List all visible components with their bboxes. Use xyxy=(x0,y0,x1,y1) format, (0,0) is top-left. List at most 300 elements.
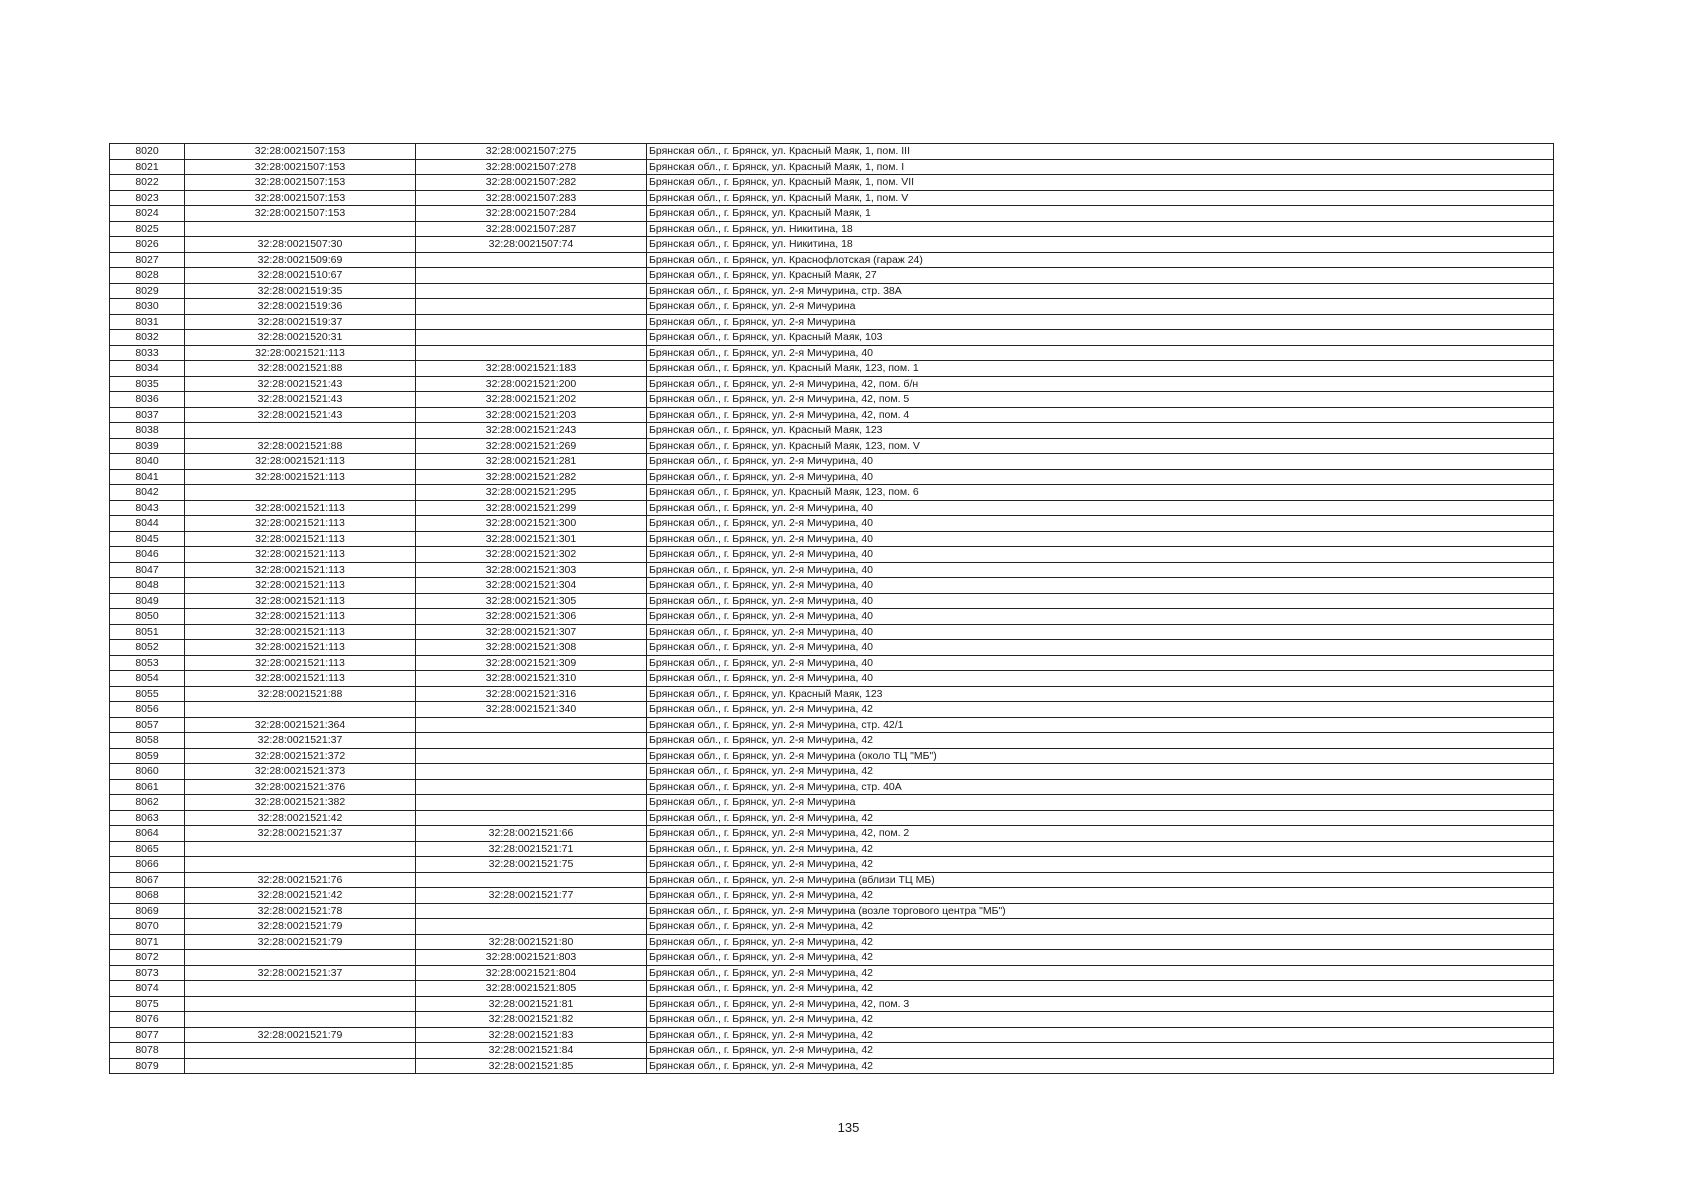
table-row xyxy=(110,578,1554,594)
parcel-cadastral-cell: 32:28:0021521:43 xyxy=(185,407,416,423)
row-number-cell: 8050 xyxy=(110,609,185,625)
object-cadastral-cell: 32:28:0021521:84 xyxy=(416,1043,647,1059)
row-number-cell: 8063 xyxy=(110,810,185,826)
table-row xyxy=(110,252,1554,268)
parcel-cadastral-cell xyxy=(185,1043,416,1059)
parcel-cadastral-cell: 32:28:0021521:37 xyxy=(185,965,416,981)
address-cell: Брянская обл., г. Брянск, ул. 2-я Мичурина, стр. 42/1 xyxy=(647,717,1554,733)
address-cell: Брянская обл., г. Брянск, ул. 2-я Мичурина, 42 xyxy=(647,810,1554,826)
address-cell: Брянская обл., г. Брянск, ул. 2-я Мичурина, 42 xyxy=(647,1058,1554,1074)
parcel-cadastral-cell: 32:28:0021519:37 xyxy=(185,314,416,330)
address-cell: Брянская обл., г. Брянск, ул. Красный Маяк, 1 xyxy=(647,206,1554,222)
row-number-cell: 8062 xyxy=(110,795,185,811)
address-cell: Брянская обл., г. Брянск, ул. 2-я Мичурина, 42 xyxy=(647,888,1554,904)
parcel-cadastral-cell: 32:28:0021507:153 xyxy=(185,190,416,206)
parcel-cadastral-cell: 32:28:0021521:78 xyxy=(185,903,416,919)
row-number-cell: 8033 xyxy=(110,345,185,361)
table-row xyxy=(110,655,1554,671)
row-number-cell: 8071 xyxy=(110,934,185,950)
parcel-cadastral-cell: 32:28:0021521:113 xyxy=(185,454,416,470)
table-row xyxy=(110,640,1554,656)
object-cadastral-cell: 32:28:0021521:316 xyxy=(416,686,647,702)
parcel-cadastral-cell: 32:28:0021521:88 xyxy=(185,438,416,454)
table-row xyxy=(110,593,1554,609)
object-cadastral-cell xyxy=(416,314,647,330)
parcel-cadastral-cell: 32:28:0021521:373 xyxy=(185,764,416,780)
address-cell: Брянская обл., г. Брянск, ул. Красный Маяк, 103 xyxy=(647,330,1554,346)
address-cell: Брянская обл., г. Брянск, ул. Красный Маяк, 27 xyxy=(647,268,1554,284)
parcel-cadastral-cell: 32:28:0021521:113 xyxy=(185,640,416,656)
row-number-cell: 8020 xyxy=(110,144,185,160)
table-row xyxy=(110,795,1554,811)
table-row xyxy=(110,779,1554,795)
table-row xyxy=(110,624,1554,640)
object-cadastral-cell: 32:28:0021521:71 xyxy=(416,841,647,857)
row-number-cell: 8028 xyxy=(110,268,185,284)
parcel-cadastral-cell xyxy=(185,1012,416,1028)
address-cell: Брянская обл., г. Брянск, ул. 2-я Мичурина, 40 xyxy=(647,516,1554,532)
object-cadastral-cell: 32:28:0021521:243 xyxy=(416,423,647,439)
table-row xyxy=(110,903,1554,919)
object-cadastral-cell: 32:28:0021521:310 xyxy=(416,671,647,687)
parcel-cadastral-cell xyxy=(185,1058,416,1074)
object-cadastral-cell: 32:28:0021507:284 xyxy=(416,206,647,222)
parcel-cadastral-cell: 32:28:0021519:36 xyxy=(185,299,416,315)
parcel-cadastral-cell: 32:28:0021521:79 xyxy=(185,919,416,935)
object-cadastral-cell xyxy=(416,283,647,299)
address-cell: Брянская обл., г. Брянск, ул. 2-я Мичурина, 40 xyxy=(647,593,1554,609)
parcel-cadastral-cell: 32:28:0021521:37 xyxy=(185,826,416,842)
object-cadastral-cell: 32:28:0021507:275 xyxy=(416,144,647,160)
address-cell: Брянская обл., г. Брянск, ул. Красный Маяк, 1, пом. V xyxy=(647,190,1554,206)
row-number-cell: 8058 xyxy=(110,733,185,749)
row-number-cell: 8027 xyxy=(110,252,185,268)
object-cadastral-cell: 32:28:0021507:74 xyxy=(416,237,647,253)
address-cell: Брянская обл., г. Брянск, ул. 2-я Мичурина, 42, пом. 5 xyxy=(647,392,1554,408)
table-row xyxy=(110,950,1554,966)
address-cell: Брянская обл., г. Брянск, ул. 2-я Мичурина, стр. 40А xyxy=(647,779,1554,795)
table-row xyxy=(110,485,1554,501)
parcel-cadastral-cell: 32:28:0021510:67 xyxy=(185,268,416,284)
object-cadastral-cell xyxy=(416,748,647,764)
row-number-cell: 8054 xyxy=(110,671,185,687)
parcel-cadastral-cell: 32:28:0021521:376 xyxy=(185,779,416,795)
address-cell: Брянская обл., г. Брянск, ул. 2-я Мичурина, 40 xyxy=(647,671,1554,687)
row-number-cell: 8052 xyxy=(110,640,185,656)
row-number-cell: 8067 xyxy=(110,872,185,888)
object-cadastral-cell: 32:28:0021521:309 xyxy=(416,655,647,671)
object-cadastral-cell: 32:28:0021521:805 xyxy=(416,981,647,997)
row-number-cell: 8078 xyxy=(110,1043,185,1059)
table-row xyxy=(110,345,1554,361)
parcel-cadastral-cell: 32:28:0021521:113 xyxy=(185,516,416,532)
address-cell: Брянская обл., г. Брянск, ул. Никитина, 18 xyxy=(647,221,1554,237)
table-row xyxy=(110,547,1554,563)
parcel-cadastral-cell: 32:28:0021521:42 xyxy=(185,810,416,826)
address-cell: Брянская обл., г. Брянск, ул. 2-я Мичурина, 42 xyxy=(647,919,1554,935)
address-cell: Брянская обл., г. Брянск, ул. 2-я Мичурина, 40 xyxy=(647,531,1554,547)
address-cell: Брянская обл., г. Брянск, ул. Никитина, 18 xyxy=(647,237,1554,253)
address-cell: Брянская обл., г. Брянск, ул. 2-я Мичурина, 42 xyxy=(647,934,1554,950)
table-row xyxy=(110,531,1554,547)
object-cadastral-cell: 32:28:0021521:203 xyxy=(416,407,647,423)
address-cell: Брянская обл., г. Брянск, ул. Красный Маяк, 123, пом. V xyxy=(647,438,1554,454)
row-number-cell: 8039 xyxy=(110,438,185,454)
object-cadastral-cell xyxy=(416,733,647,749)
row-number-cell: 8073 xyxy=(110,965,185,981)
object-cadastral-cell xyxy=(416,345,647,361)
row-number-cell: 8075 xyxy=(110,996,185,1012)
address-cell: Брянская обл., г. Брянск, ул. 2-я Мичурина (вблизи ТЦ МБ) xyxy=(647,872,1554,888)
object-cadastral-cell: 32:28:0021507:287 xyxy=(416,221,647,237)
object-cadastral-cell: 32:28:0021521:200 xyxy=(416,376,647,392)
parcel-cadastral-cell: 32:28:0021509:69 xyxy=(185,252,416,268)
address-cell: Брянская обл., г. Брянск, ул. 2-я Мичурина, 42 xyxy=(647,981,1554,997)
table-row xyxy=(110,872,1554,888)
row-number-cell: 8066 xyxy=(110,857,185,873)
address-cell: Брянская обл., г. Брянск, ул. 2-я Мичурина, 42, пом. б/н xyxy=(647,376,1554,392)
address-cell: Брянская обл., г. Брянск, ул. 2-я Мичурина, 40 xyxy=(647,345,1554,361)
row-number-cell: 8047 xyxy=(110,562,185,578)
row-number-cell: 8031 xyxy=(110,314,185,330)
row-number-cell: 8079 xyxy=(110,1058,185,1074)
parcel-cadastral-cell: 32:28:0021521:88 xyxy=(185,361,416,377)
object-cadastral-cell: 32:28:0021521:307 xyxy=(416,624,647,640)
row-number-cell: 8074 xyxy=(110,981,185,997)
records-table-body xyxy=(110,144,1554,1074)
address-cell: Брянская обл., г. Брянск, ул. 2-я Мичурина, стр. 38А xyxy=(647,283,1554,299)
parcel-cadastral-cell: 32:28:0021521:113 xyxy=(185,500,416,516)
parcel-cadastral-cell: 32:28:0021521:113 xyxy=(185,655,416,671)
row-number-cell: 8060 xyxy=(110,764,185,780)
parcel-cadastral-cell: 32:28:0021521:113 xyxy=(185,624,416,640)
parcel-cadastral-cell: 32:28:0021507:153 xyxy=(185,159,416,175)
table-row xyxy=(110,717,1554,733)
table-row xyxy=(110,438,1554,454)
address-cell: Брянская обл., г. Брянск, ул. 2-я Мичурина, 40 xyxy=(647,469,1554,485)
row-number-cell: 8049 xyxy=(110,593,185,609)
address-cell: Брянская обл., г. Брянск, ул. 2-я Мичурина, 40 xyxy=(647,655,1554,671)
object-cadastral-cell xyxy=(416,903,647,919)
table-row xyxy=(110,981,1554,997)
address-cell: Брянская обл., г. Брянск, ул. 2-я Мичурина xyxy=(647,314,1554,330)
object-cadastral-cell: 32:28:0021521:75 xyxy=(416,857,647,873)
row-number-cell: 8035 xyxy=(110,376,185,392)
address-cell: Брянская обл., г. Брянск, ул. 2-я Мичурина, 42 xyxy=(647,733,1554,749)
address-cell: Брянская обл., г. Брянск, ул. 2-я Мичурина, 42 xyxy=(647,1027,1554,1043)
row-number-cell: 8046 xyxy=(110,547,185,563)
table-row xyxy=(110,407,1554,423)
parcel-cadastral-cell: 32:28:0021521:113 xyxy=(185,562,416,578)
object-cadastral-cell: 32:28:0021507:278 xyxy=(416,159,647,175)
address-cell: Брянская обл., г. Брянск, ул. 2-я Мичурина (возле торгового центра "МБ") xyxy=(647,903,1554,919)
table-row xyxy=(110,237,1554,253)
table-row xyxy=(110,965,1554,981)
object-cadastral-cell: 32:28:0021507:283 xyxy=(416,190,647,206)
parcel-cadastral-cell xyxy=(185,857,416,873)
object-cadastral-cell: 32:28:0021521:295 xyxy=(416,485,647,501)
address-cell: Брянская обл., г. Брянск, ул. 2-я Мичурина, 40 xyxy=(647,640,1554,656)
parcel-cadastral-cell: 32:28:0021507:153 xyxy=(185,144,416,160)
object-cadastral-cell: 32:28:0021521:303 xyxy=(416,562,647,578)
table-row xyxy=(110,764,1554,780)
row-number-cell: 8045 xyxy=(110,531,185,547)
table-row xyxy=(110,748,1554,764)
row-number-cell: 8025 xyxy=(110,221,185,237)
address-cell: Брянская обл., г. Брянск, ул. Красный Маяк, 123 xyxy=(647,423,1554,439)
table-row xyxy=(110,934,1554,950)
object-cadastral-cell xyxy=(416,330,647,346)
parcel-cadastral-cell: 32:28:0021507:30 xyxy=(185,237,416,253)
address-cell: Брянская обл., г. Брянск, ул. 2-я Мичурина xyxy=(647,299,1554,315)
parcel-cadastral-cell xyxy=(185,996,416,1012)
address-cell: Брянская обл., г. Брянск, ул. Красный Маяк, 1, пом. VII xyxy=(647,175,1554,191)
address-cell: Брянская обл., г. Брянск, ул. 2-я Мичурина, 42, пом. 4 xyxy=(647,407,1554,423)
table-row xyxy=(110,361,1554,377)
table-row xyxy=(110,206,1554,222)
parcel-cadastral-cell: 32:28:0021521:113 xyxy=(185,609,416,625)
object-cadastral-cell xyxy=(416,268,647,284)
parcel-cadastral-cell: 32:28:0021507:153 xyxy=(185,175,416,191)
table-row xyxy=(110,376,1554,392)
object-cadastral-cell: 32:28:0021521:183 xyxy=(416,361,647,377)
object-cadastral-cell: 32:28:0021521:302 xyxy=(416,547,647,563)
table-row xyxy=(110,1058,1554,1074)
records-table xyxy=(109,143,1554,1074)
row-number-cell: 8036 xyxy=(110,392,185,408)
address-cell: Брянская обл., г. Брянск, ул. Красный Маяк, 1, пом. I xyxy=(647,159,1554,175)
row-number-cell: 8053 xyxy=(110,655,185,671)
row-number-cell: 8022 xyxy=(110,175,185,191)
address-cell: Брянская обл., г. Брянск, ул. 2-я Мичурина, 42 xyxy=(647,1012,1554,1028)
parcel-cadastral-cell xyxy=(185,841,416,857)
address-cell: Брянская обл., г. Брянск, ул. 2-я Мичурина, 40 xyxy=(647,454,1554,470)
parcel-cadastral-cell: 32:28:0021521:42 xyxy=(185,888,416,904)
table-row xyxy=(110,810,1554,826)
row-number-cell: 8037 xyxy=(110,407,185,423)
table-row xyxy=(110,733,1554,749)
address-cell: Брянская обл., г. Брянск, ул. 2-я Мичурина, 42 xyxy=(647,841,1554,857)
parcel-cadastral-cell xyxy=(185,702,416,718)
table-row xyxy=(110,144,1554,160)
row-number-cell: 8021 xyxy=(110,159,185,175)
table-row xyxy=(110,919,1554,935)
table-row xyxy=(110,159,1554,175)
parcel-cadastral-cell: 32:28:0021521:113 xyxy=(185,578,416,594)
row-number-cell: 8065 xyxy=(110,841,185,857)
row-number-cell: 8038 xyxy=(110,423,185,439)
parcel-cadastral-cell: 32:28:0021521:113 xyxy=(185,469,416,485)
object-cadastral-cell: 32:28:0021521:81 xyxy=(416,996,647,1012)
table-row xyxy=(110,562,1554,578)
parcel-cadastral-cell: 32:28:0021521:113 xyxy=(185,531,416,547)
address-cell: Брянская обл., г. Брянск, ул. 2-я Мичурина, 40 xyxy=(647,547,1554,563)
object-cadastral-cell xyxy=(416,779,647,795)
row-number-cell: 8041 xyxy=(110,469,185,485)
address-cell: Брянская обл., г. Брянск, ул. 2-я Мичурина, 42, пом. 3 xyxy=(647,996,1554,1012)
parcel-cadastral-cell xyxy=(185,950,416,966)
parcel-cadastral-cell: 32:28:0021521:88 xyxy=(185,686,416,702)
object-cadastral-cell xyxy=(416,764,647,780)
address-cell: Брянская обл., г. Брянск, ул. Красный Маяк, 123, пом. 6 xyxy=(647,485,1554,501)
parcel-cadastral-cell: 32:28:0021521:382 xyxy=(185,795,416,811)
row-number-cell: 8076 xyxy=(110,1012,185,1028)
object-cadastral-cell: 32:28:0021521:304 xyxy=(416,578,647,594)
row-number-cell: 8044 xyxy=(110,516,185,532)
parcel-cadastral-cell xyxy=(185,485,416,501)
row-number-cell: 8061 xyxy=(110,779,185,795)
object-cadastral-cell: 32:28:0021521:308 xyxy=(416,640,647,656)
object-cadastral-cell: 32:28:0021521:804 xyxy=(416,965,647,981)
address-cell: Брянская обл., г. Брянск, ул. Красный Маяк, 1, пом. III xyxy=(647,144,1554,160)
object-cadastral-cell: 32:28:0021521:80 xyxy=(416,934,647,950)
table-row xyxy=(110,857,1554,873)
object-cadastral-cell xyxy=(416,299,647,315)
table-row xyxy=(110,469,1554,485)
object-cadastral-cell: 32:28:0021521:82 xyxy=(416,1012,647,1028)
object-cadastral-cell xyxy=(416,919,647,935)
row-number-cell: 8072 xyxy=(110,950,185,966)
row-number-cell: 8069 xyxy=(110,903,185,919)
parcel-cadastral-cell: 32:28:0021521:113 xyxy=(185,593,416,609)
object-cadastral-cell: 32:28:0021521:306 xyxy=(416,609,647,625)
table-row xyxy=(110,268,1554,284)
address-cell: Брянская обл., г. Брянск, ул. Краснофлотская (гараж 24) xyxy=(647,252,1554,268)
parcel-cadastral-cell: 32:28:0021521:79 xyxy=(185,1027,416,1043)
object-cadastral-cell: 32:28:0021521:299 xyxy=(416,500,647,516)
row-number-cell: 8059 xyxy=(110,748,185,764)
parcel-cadastral-cell: 32:28:0021521:76 xyxy=(185,872,416,888)
object-cadastral-cell: 32:28:0021521:77 xyxy=(416,888,647,904)
row-number-cell: 8034 xyxy=(110,361,185,377)
parcel-cadastral-cell xyxy=(185,981,416,997)
table-row xyxy=(110,686,1554,702)
address-cell: Брянская обл., г. Брянск, ул. 2-я Мичурина, 40 xyxy=(647,562,1554,578)
parcel-cadastral-cell: 32:28:0021521:364 xyxy=(185,717,416,733)
parcel-cadastral-cell xyxy=(185,221,416,237)
row-number-cell: 8070 xyxy=(110,919,185,935)
address-cell: Брянская обл., г. Брянск, ул. 2-я Мичурина xyxy=(647,795,1554,811)
table-row xyxy=(110,516,1554,532)
row-number-cell: 8064 xyxy=(110,826,185,842)
parcel-cadastral-cell: 32:28:0021521:37 xyxy=(185,733,416,749)
table-row xyxy=(110,190,1554,206)
object-cadastral-cell: 32:28:0021521:83 xyxy=(416,1027,647,1043)
row-number-cell: 8026 xyxy=(110,237,185,253)
address-cell: Брянская обл., г. Брянск, ул. 2-я Мичурина, 40 xyxy=(647,609,1554,625)
parcel-cadastral-cell: 32:28:0021507:153 xyxy=(185,206,416,222)
parcel-cadastral-cell: 32:28:0021521:113 xyxy=(185,345,416,361)
object-cadastral-cell: 32:28:0021521:803 xyxy=(416,950,647,966)
parcel-cadastral-cell: 32:28:0021520:31 xyxy=(185,330,416,346)
address-cell: Брянская обл., г. Брянск, ул. 2-я Мичурина, 42 xyxy=(647,965,1554,981)
object-cadastral-cell xyxy=(416,717,647,733)
object-cadastral-cell: 32:28:0021521:340 xyxy=(416,702,647,718)
table-row xyxy=(110,175,1554,191)
row-number-cell: 8040 xyxy=(110,454,185,470)
table-row xyxy=(110,221,1554,237)
row-number-cell: 8024 xyxy=(110,206,185,222)
object-cadastral-cell: 32:28:0021521:269 xyxy=(416,438,647,454)
table-row xyxy=(110,392,1554,408)
table-row xyxy=(110,609,1554,625)
row-number-cell: 8043 xyxy=(110,500,185,516)
object-cadastral-cell: 32:28:0021507:282 xyxy=(416,175,647,191)
table-row xyxy=(110,888,1554,904)
row-number-cell: 8030 xyxy=(110,299,185,315)
table-row xyxy=(110,299,1554,315)
address-cell: Брянская обл., г. Брянск, ул. 2-я Мичурина, 40 xyxy=(647,624,1554,640)
object-cadastral-cell: 32:28:0021521:300 xyxy=(416,516,647,532)
table-row xyxy=(110,423,1554,439)
row-number-cell: 8032 xyxy=(110,330,185,346)
object-cadastral-cell: 32:28:0021521:85 xyxy=(416,1058,647,1074)
row-number-cell: 8056 xyxy=(110,702,185,718)
table-row xyxy=(110,314,1554,330)
table-row xyxy=(110,283,1554,299)
row-number-cell: 8029 xyxy=(110,283,185,299)
table-row xyxy=(110,330,1554,346)
parcel-cadastral-cell: 32:28:0021519:35 xyxy=(185,283,416,299)
row-number-cell: 8042 xyxy=(110,485,185,501)
address-cell: Брянская обл., г. Брянск, ул. 2-я Мичурина, 40 xyxy=(647,578,1554,594)
table-row xyxy=(110,454,1554,470)
object-cadastral-cell: 32:28:0021521:202 xyxy=(416,392,647,408)
object-cadastral-cell: 32:28:0021521:66 xyxy=(416,826,647,842)
address-cell: Брянская обл., г. Брянск, ул. 2-я Мичурина, 42 xyxy=(647,950,1554,966)
parcel-cadastral-cell: 32:28:0021521:79 xyxy=(185,934,416,950)
address-cell: Брянская обл., г. Брянск, ул. 2-я Мичурина, 42 xyxy=(647,1043,1554,1059)
object-cadastral-cell: 32:28:0021521:305 xyxy=(416,593,647,609)
row-number-cell: 8051 xyxy=(110,624,185,640)
address-cell: Брянская обл., г. Брянск, ул. Красный Маяк, 123 xyxy=(647,686,1554,702)
table-row xyxy=(110,702,1554,718)
table-row xyxy=(110,500,1554,516)
row-number-cell: 8023 xyxy=(110,190,185,206)
table-row xyxy=(110,1043,1554,1059)
table-row xyxy=(110,1012,1554,1028)
row-number-cell: 8055 xyxy=(110,686,185,702)
address-cell: Брянская обл., г. Брянск, ул. 2-я Мичурина, 42 xyxy=(647,764,1554,780)
parcel-cadastral-cell: 32:28:0021521:113 xyxy=(185,547,416,563)
table-row xyxy=(110,826,1554,842)
row-number-cell: 8048 xyxy=(110,578,185,594)
table-row xyxy=(110,841,1554,857)
parcel-cadastral-cell: 32:28:0021521:43 xyxy=(185,392,416,408)
parcel-cadastral-cell: 32:28:0021521:43 xyxy=(185,376,416,392)
address-cell: Брянская обл., г. Брянск, ул. 2-я Мичурина, 42, пом. 2 xyxy=(647,826,1554,842)
row-number-cell: 8077 xyxy=(110,1027,185,1043)
object-cadastral-cell xyxy=(416,795,647,811)
address-cell: Брянская обл., г. Брянск, ул. Красный Маяк, 123, пом. 1 xyxy=(647,361,1554,377)
object-cadastral-cell xyxy=(416,810,647,826)
object-cadastral-cell: 32:28:0021521:281 xyxy=(416,454,647,470)
object-cadastral-cell xyxy=(416,872,647,888)
page-number: 135 xyxy=(837,1120,860,1135)
object-cadastral-cell xyxy=(416,252,647,268)
table-row xyxy=(110,996,1554,1012)
row-number-cell: 8057 xyxy=(110,717,185,733)
address-cell: Брянская обл., г. Брянск, ул. 2-я Мичурина, 42 xyxy=(647,702,1554,718)
address-cell: Брянская обл., г. Брянск, ул. 2-я Мичурина (около ТЦ "МБ") xyxy=(647,748,1554,764)
address-cell: Брянская обл., г. Брянск, ул. 2-я Мичурина, 42 xyxy=(647,857,1554,873)
object-cadastral-cell: 32:28:0021521:301 xyxy=(416,531,647,547)
address-cell: Брянская обл., г. Брянск, ул. 2-я Мичурина, 40 xyxy=(647,500,1554,516)
table-row xyxy=(110,1027,1554,1043)
parcel-cadastral-cell: 32:28:0021521:113 xyxy=(185,671,416,687)
parcel-cadastral-cell xyxy=(185,423,416,439)
row-number-cell: 8068 xyxy=(110,888,185,904)
